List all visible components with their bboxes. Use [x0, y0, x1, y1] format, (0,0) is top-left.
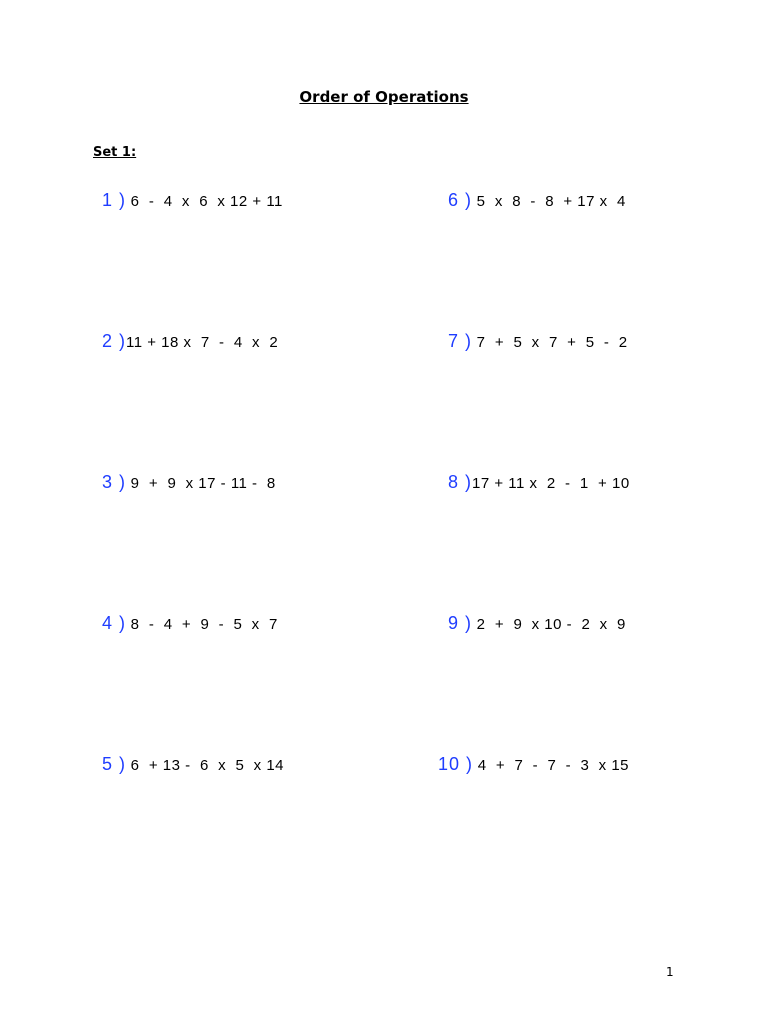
problem-2: [102, 331, 278, 352]
problem-expression: 8 - 4 + 9 - 5 x 7: [126, 616, 278, 633]
problem-expression: 6 + 13 - 6 x 5 x 14: [126, 757, 285, 774]
problem-number: 6 ): [448, 190, 473, 210]
problem-6: [448, 190, 626, 211]
problem-1: [102, 190, 283, 211]
problem-number: 5 ): [102, 754, 127, 774]
problem-10: [438, 754, 629, 775]
problem-expression: 2 + 9 x 10 - 2 x 9: [472, 616, 626, 633]
problem-expression: 7 + 5 x 7 + 5 - 2: [472, 334, 628, 351]
problem-number: 7 ): [448, 331, 473, 351]
problem-number: 3 ): [102, 472, 127, 492]
problem-number: 10 ): [438, 754, 474, 774]
worksheet-title: Order of Operations: [299, 88, 469, 106]
page-number: 1: [666, 965, 674, 979]
problem-expression: 4 + 7 - 7 - 3 x 15: [473, 757, 630, 774]
problem-number: 8 ): [448, 472, 473, 492]
problem-4: [102, 613, 278, 634]
problem-expression: 11 + 18 x 7 - 4 x 2: [126, 334, 279, 351]
problem-number: 2 ): [102, 331, 127, 351]
problem-number: 1 ): [102, 190, 127, 210]
problem-expression: 6 - 4 x 6 x 12 + 11: [126, 193, 283, 210]
problem-expression: 17 + 11 x 2 - 1 + 10: [472, 475, 630, 492]
problem-expression: 9 + 9 x 17 - 11 - 8: [126, 475, 276, 492]
problem-3: [102, 472, 276, 493]
problem-9: [448, 613, 626, 634]
problem-number: 4 ): [102, 613, 127, 633]
problem-8: [448, 472, 630, 493]
problem-5: [102, 754, 284, 775]
set-label: Set 1:: [93, 145, 137, 160]
problem-expression: 5 x 8 - 8 + 17 x 4: [472, 193, 626, 210]
problem-7: [448, 331, 628, 352]
problem-number: 9 ): [448, 613, 473, 633]
